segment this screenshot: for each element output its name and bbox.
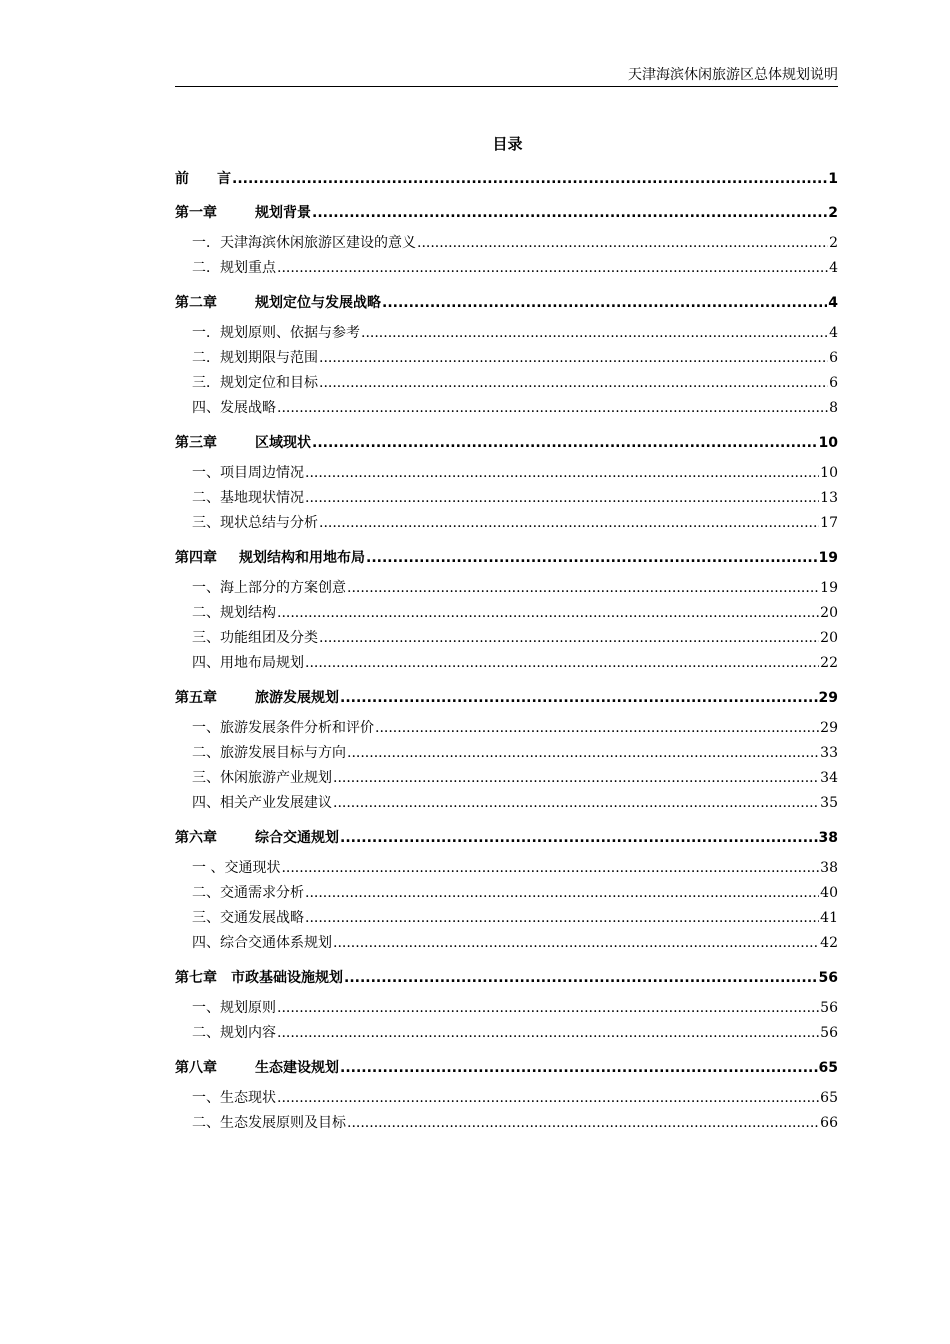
toc-chapter-entry[interactable]	[175, 826, 838, 850]
page-number: 56	[820, 1025, 838, 1041]
toc-section-entry[interactable]	[175, 576, 838, 601]
page-number: 4	[828, 295, 838, 311]
dot-leader	[305, 651, 819, 676]
toc-chapter-entry[interactable]	[175, 966, 838, 990]
section-title: 二、规划结构	[192, 605, 276, 621]
toc-section-entry[interactable]	[175, 1086, 838, 1111]
page-number: 35	[820, 795, 838, 811]
dot-leader	[277, 1021, 819, 1046]
dot-leader	[281, 856, 819, 881]
section-title: 二、基地现状情况	[192, 490, 304, 506]
page-number: 13	[820, 490, 838, 506]
page-number: 17	[820, 515, 838, 531]
section-title: 二．规划期限与范围	[192, 350, 318, 366]
chapter-title: 综合交通规划	[255, 830, 339, 846]
toc-section-entry[interactable]	[175, 371, 838, 396]
toc-section-entry[interactable]	[175, 601, 838, 626]
section-title: 三、休闲旅游产业规划	[192, 770, 332, 786]
dot-leader	[312, 431, 818, 455]
page-number: 10	[818, 435, 838, 451]
page-number: 65	[820, 1090, 838, 1106]
section-title: 四、相关产业发展建议	[192, 795, 332, 811]
toc-section-entry[interactable]	[175, 461, 838, 486]
page-header: 天津海滨休闲旅游区总体规划说明	[175, 66, 838, 87]
page-number: 41	[820, 910, 838, 926]
page-number: 34	[820, 770, 838, 786]
dot-leader	[277, 256, 828, 281]
dot-leader	[333, 766, 819, 791]
toc-chapter-entry[interactable]	[175, 546, 838, 570]
dot-leader	[340, 1056, 818, 1080]
page-number: 2	[829, 235, 838, 251]
page-number: 38	[818, 830, 838, 846]
toc-section-entry[interactable]	[175, 791, 838, 816]
chapter-title: 规划定位与发展战略	[255, 295, 381, 311]
dot-leader	[347, 1111, 819, 1136]
page-number: 4	[829, 325, 838, 341]
section-title: 三、现状总结与分析	[192, 515, 318, 531]
chapter-title: 生态建设规划	[255, 1060, 339, 1076]
table-of-contents	[175, 167, 838, 1136]
section-title: 四、用地布局规划	[192, 655, 304, 671]
page-number: 6	[829, 375, 838, 391]
toc-chapter-entry[interactable]	[175, 431, 838, 455]
section-title: 二、规划内容	[192, 1025, 276, 1041]
page-number: 42	[820, 935, 838, 951]
page-number: 40	[820, 885, 838, 901]
dot-leader	[305, 906, 819, 931]
page-number: 38	[820, 860, 838, 876]
dot-leader	[344, 966, 818, 990]
toc-chapter-entry[interactable]	[175, 1056, 838, 1080]
page-number: 29	[820, 720, 838, 736]
dot-leader	[319, 511, 819, 536]
chapter-number: 第二章	[175, 295, 217, 311]
page-number: 19	[820, 580, 838, 596]
section-title: 一．规划原则、依据与参考	[192, 325, 360, 341]
toc-section-entry[interactable]	[175, 931, 838, 956]
dot-leader	[375, 716, 819, 741]
chapter-number: 前 言	[175, 171, 231, 187]
toc-section-entry[interactable]	[175, 346, 838, 371]
dot-leader	[277, 396, 828, 421]
section-title: 一、项目周边情况	[192, 465, 304, 481]
dot-leader	[417, 231, 828, 256]
toc-section-entry[interactable]	[175, 906, 838, 931]
toc-chapter-entry[interactable]	[175, 291, 838, 315]
toc-section-entry[interactable]	[175, 256, 838, 281]
dot-leader	[361, 321, 828, 346]
section-title: 一、旅游发展条件分析和评价	[192, 720, 374, 736]
section-title: 一．天津海滨休闲旅游区建设的意义	[192, 235, 416, 251]
dot-leader	[319, 626, 819, 651]
toc-section-entry[interactable]	[175, 626, 838, 651]
dot-leader	[305, 461, 819, 486]
section-title: 二、旅游发展目标与方向	[192, 745, 346, 761]
section-title: 三．规划定位和目标	[192, 375, 318, 391]
toc-section-entry[interactable]	[175, 856, 838, 881]
section-title: 二、交通需求分析	[192, 885, 304, 901]
page-number: 20	[820, 630, 838, 646]
chapter-number: 第六章	[175, 830, 217, 846]
toc-section-entry[interactable]	[175, 881, 838, 906]
toc-section-entry[interactable]	[175, 716, 838, 741]
chapter-title: 规划背景	[255, 205, 311, 221]
chapter-title: 旅游发展规划	[255, 690, 339, 706]
chapter-number: 第五章	[175, 690, 217, 706]
page-number: 19	[818, 550, 838, 566]
dot-leader	[382, 291, 827, 315]
section-title: 二．规划重点	[192, 260, 276, 276]
dot-leader	[305, 486, 819, 511]
page-number: 65	[818, 1060, 838, 1076]
chapter-number: 第七章	[175, 970, 217, 986]
dot-leader	[277, 601, 819, 626]
toc-section-entry[interactable]	[175, 321, 838, 346]
page-number: 22	[820, 655, 838, 671]
chapter-title: 区域现状	[255, 435, 311, 451]
chapter-title: 规划结构和用地布局	[239, 550, 365, 566]
dot-leader	[312, 201, 827, 225]
chapter-number: 第一章	[175, 205, 217, 221]
section-title: 一、生态现状	[192, 1090, 276, 1106]
dot-leader	[277, 1086, 819, 1111]
dot-leader	[333, 931, 819, 956]
toc-section-entry[interactable]	[175, 231, 838, 256]
section-title: 四、发展战略	[192, 400, 276, 416]
page-number: 8	[829, 400, 838, 416]
dot-leader	[305, 881, 819, 906]
toc-chapter-entry[interactable]	[175, 167, 838, 191]
chapter-title: 市政基础设施规划	[231, 970, 343, 986]
section-title: 四、综合交通体系规划	[192, 935, 332, 951]
page-number: 1	[828, 171, 838, 187]
section-title: 一、海上部分的方案创意	[192, 580, 346, 596]
section-title: 三、功能组团及分类	[192, 630, 318, 646]
page-number: 29	[818, 690, 838, 706]
toc-section-entry[interactable]	[175, 741, 838, 766]
dot-leader	[319, 371, 828, 396]
toc-section-entry[interactable]	[175, 511, 838, 536]
section-title: 三、交通发展战略	[192, 910, 304, 926]
dot-leader	[366, 546, 818, 570]
page-number: 6	[829, 350, 838, 366]
toc-section-entry[interactable]	[175, 486, 838, 511]
toc-section-entry[interactable]	[175, 396, 838, 421]
page-number: 56	[818, 970, 838, 986]
page-number: 4	[829, 260, 838, 276]
page-number: 66	[820, 1115, 838, 1131]
toc-title: 目录	[492, 135, 523, 153]
toc-chapter-entry[interactable]	[175, 686, 838, 710]
section-title: 二、生态发展原则及目标	[192, 1115, 346, 1131]
toc-section-entry[interactable]	[175, 996, 838, 1021]
chapter-number: 第三章	[175, 435, 217, 451]
dot-leader	[319, 346, 828, 371]
page-number: 10	[820, 465, 838, 481]
section-title: 一、规划原则	[192, 1000, 276, 1016]
chapter-number: 第四章	[175, 550, 217, 566]
section-title: 一 、交通现状	[192, 860, 281, 876]
page-number: 56	[820, 1000, 838, 1016]
dot-leader	[333, 791, 819, 816]
dot-leader	[347, 741, 819, 766]
toc-section-entry[interactable]	[175, 651, 838, 676]
dot-leader	[340, 826, 818, 850]
page-number: 20	[820, 605, 838, 621]
toc-section-entry[interactable]	[175, 1111, 838, 1136]
dot-leader	[232, 167, 827, 191]
toc-section-entry[interactable]	[175, 1021, 838, 1046]
page-number: 33	[820, 745, 838, 761]
dot-leader	[347, 576, 819, 601]
chapter-number: 第八章	[175, 1060, 217, 1076]
dot-leader	[277, 996, 819, 1021]
toc-chapter-entry[interactable]	[175, 201, 838, 225]
dot-leader	[340, 686, 818, 710]
page-number: 2	[828, 205, 838, 221]
toc-section-entry[interactable]	[175, 766, 838, 791]
